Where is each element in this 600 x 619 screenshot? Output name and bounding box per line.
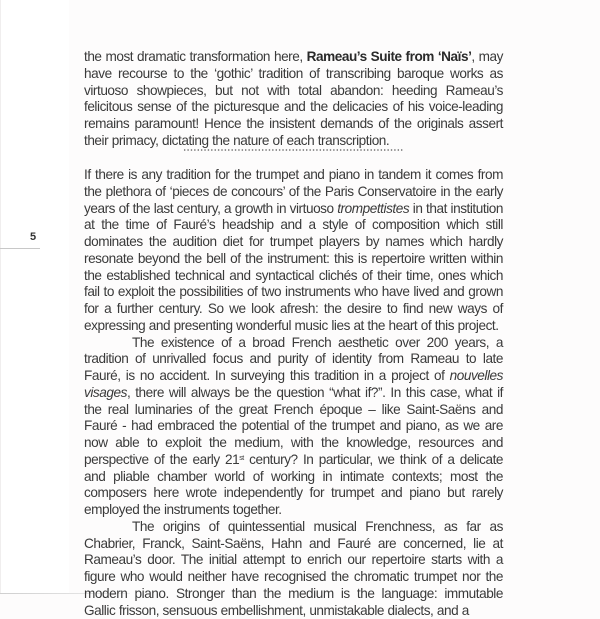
paragraph-italic-term: nouvelles visages [84, 368, 503, 400]
intro-bold-title: Rameau’s Suite from ‘Naïs’ [306, 49, 472, 64]
paragraph-text: If there is any tradition for the trumpet and piano in tandem it comes from the plethora of ‘pieces de concours’ of the Paris Conservatoire in the early years of the last century, a growth in virtuoso [84, 167, 503, 216]
intro-text-start: the most dramatic transformation here, [84, 49, 307, 64]
body-text-block [84, 167, 503, 619]
paragraph-tradition [84, 167, 503, 335]
intro-paragraph [84, 49, 503, 150]
paragraph-origins [84, 519, 503, 619]
paragraph-text: The existence of a broad French aesthetic over 200 years, a tradition of unrivalled focus and purity of identity from Rameau to late Fauré, is no accident. In surveying this tradition in a project of [84, 334, 503, 383]
paragraph-text: in that institution at the time of Fauré’s headship and a style of composition which still dominates the audition diet for trumpet players by names which hardly resonate beyond the bell of the instrument: this is repertoire written within the established technical and syntactical clichés of their time, ones which fail to exploit the possibilities of two instruments who have lived and grown for a further century. So we look afresh: the desire to find new ways of expressing and presenting wonderful music lies at the heart of this project. [84, 200, 503, 333]
paragraph-aesthetic [84, 335, 503, 519]
page-gutter [0, 0, 69, 594]
paragraph-text: century? In particular, we think of a delicate and pliable chamber world of working in intimate contexts; most the composers here wrote independently for trumpet and piano but rarely employed the instruments together. [84, 451, 504, 517]
page-number: 5 [30, 231, 37, 243]
paragraph-text: The origins of quintessential musical Frenchness, as far as Chabrier, Franck, Saint-Saëns, Hahn and Fauré are concerned, lie at Rameau’s door. The initial attempt to enrich our repertoire starts with a figure who would neither have recognised the chromatic trumpet nor the modern piano. Stronger than the medium is the language: immutable Gallic frisson, sensuous embellishment, unmistakable dialects, and a [84, 518, 503, 618]
page-number-rule [0, 248, 40, 249]
intro-text-block [84, 49, 503, 150]
dotted-separator [183, 149, 403, 151]
intro-text-end: , may have recourse to the ‘gothic’ tradition of transcribing baroque works as virtuoso showpieces, but not with total abandon: heeding Rameau’s felicitous sense of the picturesque and the delicacies of his voice-leading remains paramount! Hence the insistent demands of the originals assert their primacy, dictating the nature of each transcription. [84, 49, 503, 148]
ordinal-superscript: st [239, 454, 244, 462]
paragraph-text: , there will always be the question “what if?”. In this case, what if the real luminaries of the great French époque – like Saint-Saëns and Fauré - had embraced the potential of the trumpet and piano, as we are now able to exploit the medium, with the knowledge, resources and perspective of the early 21 [84, 384, 503, 467]
paragraph-italic-term: trompettistes [337, 200, 410, 216]
